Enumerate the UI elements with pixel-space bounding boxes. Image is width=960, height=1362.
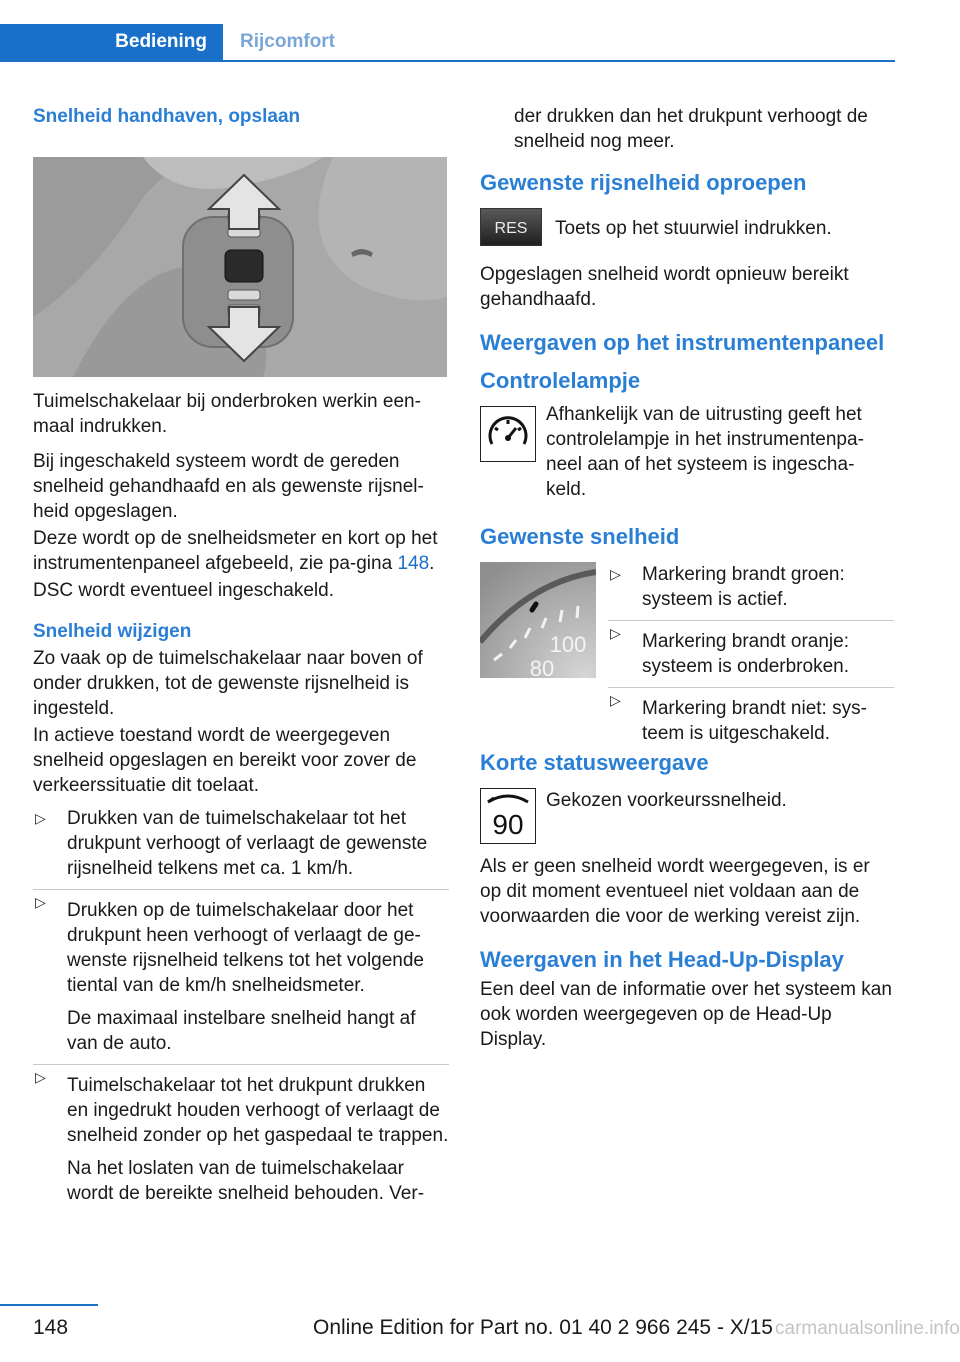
triangle-bullet-icon: ▷ bbox=[35, 894, 46, 910]
heading-snelheid-wijzigen: Snelheid wijzigen bbox=[33, 621, 192, 642]
res-label: RES bbox=[494, 220, 528, 237]
triangle-bullet-icon: ▷ bbox=[35, 810, 46, 826]
online-edition-text: Online Edition for Part no. 01 40 2 966 245 - X/15 bbox=[313, 1316, 773, 1339]
list-item-text: Markering brandt oranje: systeem is onderbroken. bbox=[642, 631, 849, 677]
list-item-text: Drukken op de tuimelschakelaar door het drukpunt heen verhoogt of verlaagt de ge-wenste rijsnelheid telkens tot het volgende tiental van de km/h snelheidsmeter. bbox=[67, 900, 425, 996]
page-link-148[interactable]: 148 bbox=[397, 553, 430, 574]
heading-head-up-display: Weergaven in het Head-Up-Display bbox=[480, 947, 844, 972]
page-number: 148 bbox=[33, 1316, 69, 1339]
speed-limit-status-icon bbox=[480, 788, 536, 844]
heading-gewenste-rijsnelheid: Gewenste rijsnelheid oproepen bbox=[480, 170, 807, 195]
left-column bbox=[33, 104, 449, 1214]
watermark: carmanualsonline.info bbox=[775, 1318, 960, 1339]
marker-status-list bbox=[608, 562, 894, 754]
list-item-text: Markering brandt niet: sys-teem is uitgeschakeld. bbox=[642, 698, 867, 744]
tab-underline bbox=[0, 60, 895, 62]
triangle-bullet-icon: ▷ bbox=[35, 1069, 46, 1085]
paragraph: der drukken dan het drukpunt verhoogt de snelheid nog meer. bbox=[514, 106, 868, 152]
cruise-control-indicator-icon bbox=[480, 406, 536, 462]
paragraph-text: . bbox=[429, 553, 435, 574]
list-item bbox=[608, 620, 894, 679]
paragraph: Tuimelschakelaar bij onderbroken werkin een-maal indrukken. bbox=[33, 391, 421, 437]
controlelampje-row bbox=[480, 402, 894, 502]
paragraph: Een deel van de informatie over het systeem kan ook worden weergegeven op de Head-Up Display. bbox=[480, 979, 892, 1050]
paragraph: Bij ingeschakeld systeem wordt de gereden snelheid gehandhaafd en als gewenste rijsnel-heid opgeslagen. bbox=[33, 451, 424, 522]
paragraph-text: Deze wordt op de snelheidsmeter en kort op het instrumentenpaneel afgebeeld, zie pa-gina bbox=[33, 528, 438, 574]
bullet-list bbox=[33, 806, 449, 1206]
list-item bbox=[33, 889, 449, 1056]
tab-bar bbox=[0, 24, 895, 62]
paragraph: Als er geen snelheid wordt weergegeven, is er op dit moment eventueel niet voldaan aan de voorwaarden die voor de werking vereist zijn. bbox=[480, 856, 870, 927]
list-item-text: Drukken van de tuimelschakelaar tot het drukpunt verhoogt of verlaagt de gewenste rijsnelheid telkens met ca. 1 km/h. bbox=[67, 808, 428, 879]
gauge-label-100: 100 bbox=[549, 632, 587, 657]
steering-wheel-rocker-switch-illustration bbox=[33, 157, 447, 377]
heading-gewenste-snelheid: Gewenste snelheid bbox=[480, 524, 680, 549]
triangle-bullet-icon: ▷ bbox=[610, 692, 621, 708]
triangle-bullet-icon: ▷ bbox=[610, 625, 621, 641]
list-item-text: Markering brandt groen: systeem is actief. bbox=[642, 564, 845, 610]
list-item-subtext: Na het loslaten van de tuimelschakelaar wordt de bereikte snelheid behouden. Ver- bbox=[67, 1158, 425, 1204]
status-number: 90 bbox=[492, 809, 524, 840]
heading-weergaven-instrumentenpaneel: Weergaven op het instrumentenpaneel bbox=[480, 330, 885, 355]
footer-line bbox=[0, 1304, 98, 1306]
res-instruction: Toets op het stuurwiel indrukken. bbox=[555, 218, 832, 239]
paragraph: DSC wordt eventueel ingeschakeld. bbox=[33, 580, 335, 601]
list-item bbox=[33, 1064, 449, 1206]
controlelampje-text: Afhankelijk van de uitrusting geeft het controlelampje in het instrumentenpa-neel aan of het systeem is ingescha-keld. bbox=[546, 404, 864, 500]
heading-controlelampje: Controlelampje bbox=[480, 368, 641, 393]
paragraph: In actieve toestand wordt de weergegeven snelheid opgeslagen en bereikt voor zover de verkeerssituatie dit toelaat. bbox=[33, 725, 417, 796]
heading-snelheid-handhaven: Snelheid handhaven, opslaan bbox=[33, 106, 301, 127]
list-item-text: Tuimelschakelaar tot het drukpunt drukken en ingedrukt houden verhoogt of verlaagt de snelheid zonder op het gaspedaal te trappen. bbox=[67, 1075, 449, 1146]
res-button-row bbox=[480, 208, 894, 252]
korte-status-text: Gekozen voorkeurssnelheid. bbox=[546, 790, 787, 811]
gauge-label-80: 80 bbox=[529, 656, 555, 678]
paragraph: Opgeslagen snelheid wordt opnieuw bereikt gehandhaafd. bbox=[480, 264, 849, 310]
res-button-icon bbox=[480, 208, 542, 246]
gewenste-snelheid-block bbox=[480, 562, 894, 744]
tab-rijcomfort[interactable]: Rijcomfort bbox=[240, 31, 335, 52]
list-item bbox=[33, 806, 449, 881]
list-item-subtext: De maximaal instelbare snelheid hangt af van de auto. bbox=[67, 1008, 416, 1054]
tab-bediening[interactable]: Bediening bbox=[0, 24, 223, 60]
triangle-bullet-icon: ▷ bbox=[610, 566, 621, 582]
right-column bbox=[480, 104, 894, 1062]
korte-status-row bbox=[480, 788, 894, 844]
paragraph bbox=[33, 526, 449, 576]
list-item bbox=[608, 687, 894, 746]
heading-korte-statusweergave: Korte statusweergave bbox=[480, 750, 709, 775]
paragraph: Zo vaak op de tuimelschakelaar naar boven of onder drukken, tot de gewenste rijsnelheid is ingesteld. bbox=[33, 648, 423, 719]
list-item bbox=[608, 562, 894, 612]
speedometer-marker-illustration bbox=[480, 562, 596, 678]
